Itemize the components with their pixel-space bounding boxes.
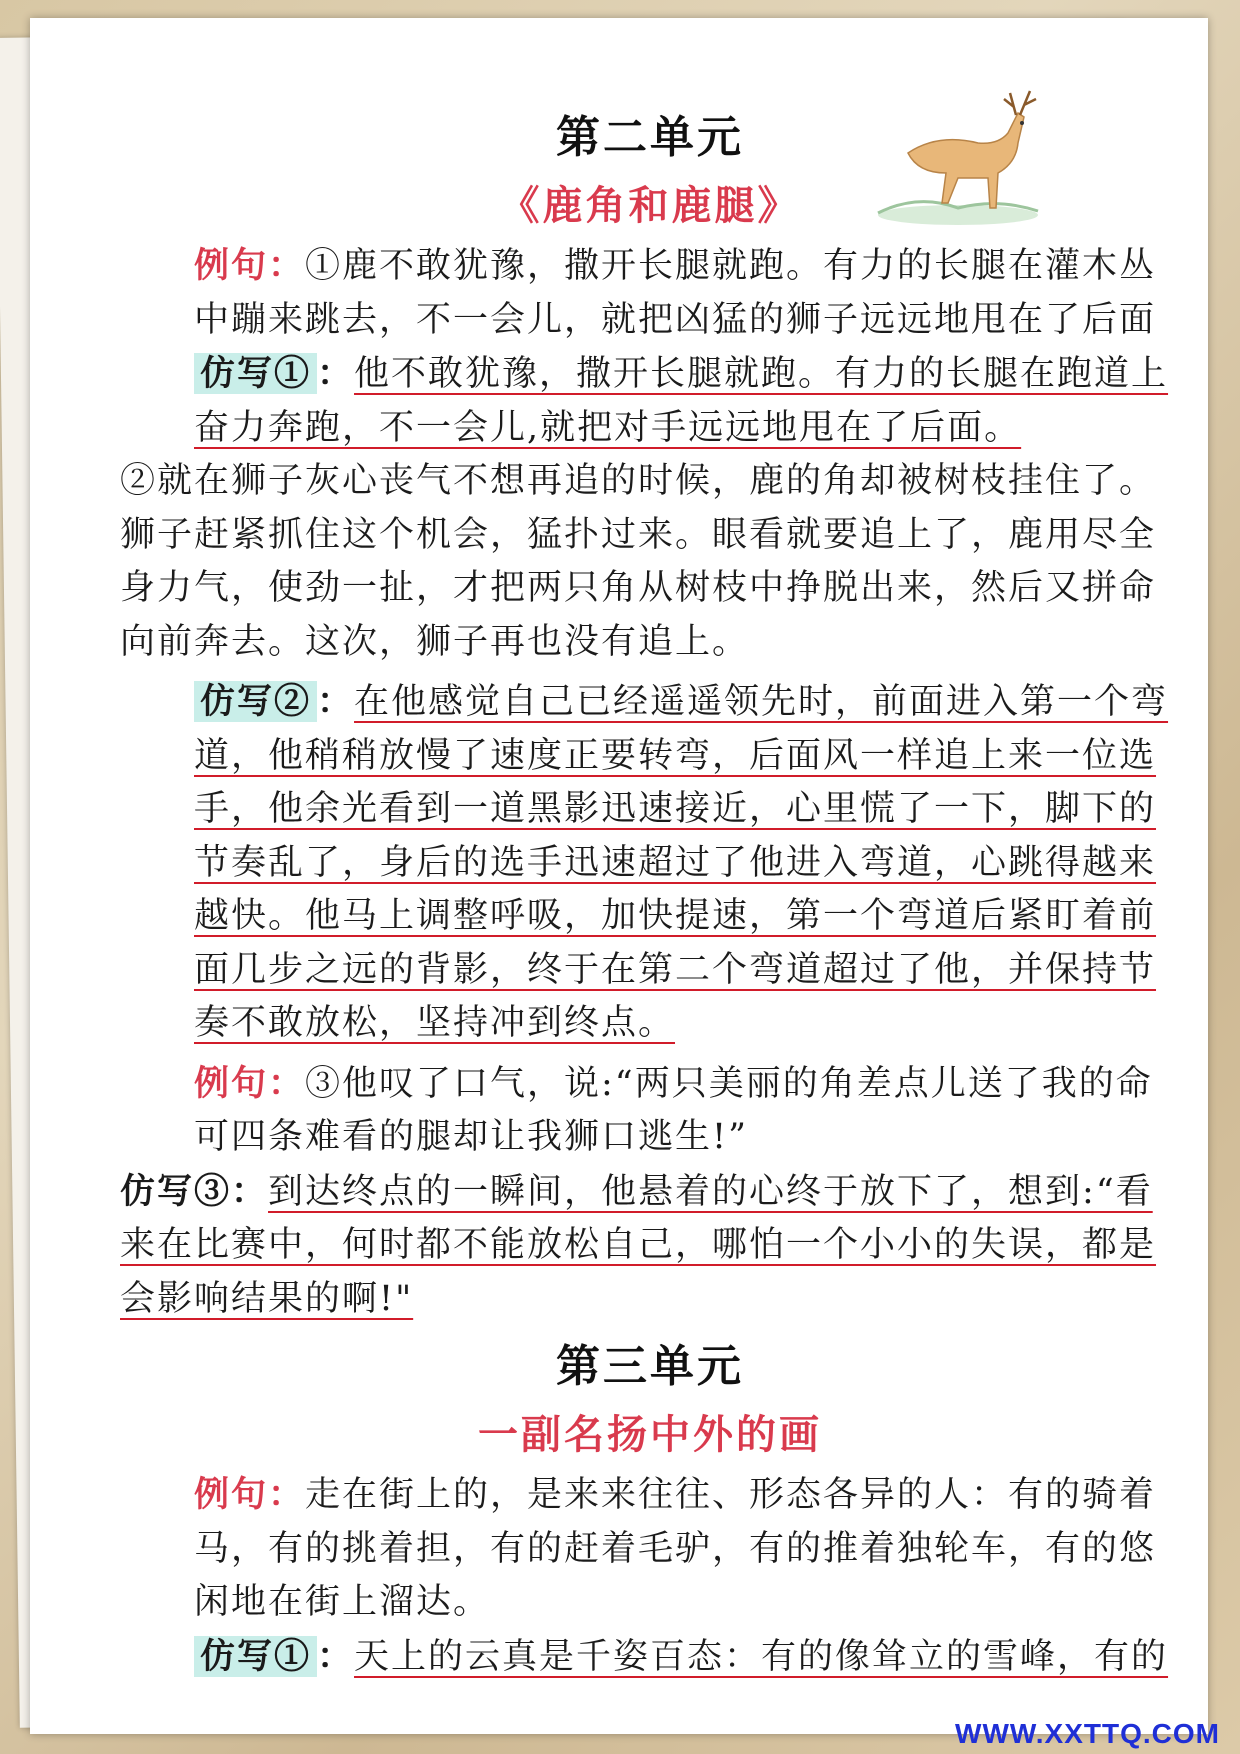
example-sentence-3: [120, 1057, 1180, 1165]
imitation-label: 仿写①: [194, 353, 317, 394]
imitation-1: [120, 1630, 1180, 1685]
document-page: [30, 18, 1208, 1734]
imitation-1: [120, 347, 1180, 455]
imitation-colon: ：: [317, 353, 355, 394]
imitation-label: 仿写②: [194, 681, 317, 722]
example-sentence-2: [120, 455, 1180, 669]
lesson-title: 《鹿角和鹿腿》: [499, 182, 801, 229]
imitation-colon: ：: [317, 1635, 355, 1677]
imitation-text: 在他感觉自己已经遥遥领先时，前面进入第一个弯道，他稍稍放慢了速度正要转弯，后面风一样追上来一位选手，他余光看到一道黑影迅速接近，心里慌了一下，脚下的节奏乱了，身后的选手迅速超过了他进入弯道，心跳得越来越快。他马上调整呼吸，加快提速，第一个弯道后紧盯着前面几步之远的背影，终于在第二个弯道超过了他，并保持节奏不敢放松，坚持冲到终点。: [194, 682, 1169, 1043]
content: [120, 103, 1180, 1684]
example-text: ③他叹了口气，说:“两只美丽的角差点儿送了我的命可四条难看的腿却让我狮口逃生!”: [194, 1063, 1153, 1157]
example-label: 例句：: [194, 1474, 306, 1515]
example-sentence-1: [120, 1468, 1180, 1630]
unit-title: 第三单元: [556, 1341, 744, 1392]
example-text: ①鹿不敢犹豫，撒开长腿就跑。有力的长腿在灌木丛中蹦来跳去，不一会儿，就把凶猛的狮子远远地甩在了后面: [194, 246, 1157, 340]
imitation-label: 仿写③: [120, 1170, 232, 1212]
example-label: 例句：: [194, 245, 306, 286]
unit-title: 第二单元: [556, 112, 744, 163]
imitation-3: [120, 1165, 1180, 1327]
imitation-text: 天上的云真是千姿百态：有的像耸立的雪峰，有的: [354, 1636, 1169, 1677]
imitation-text: 他不敢犹豫，撒开长腿就跑。有力的长腿在跑道上奋力奔跑，不一会儿,就把对手远远地甩在了后面。: [194, 354, 1169, 448]
example-sentence-1: [120, 239, 1180, 347]
imitation-colon: ：: [231, 1170, 269, 1212]
imitation-text: 到达终点的一瞬间，他悬着的心终于放下了，想到:“看来在比赛中，何时都不能放松自己，哪怕一个小小的失误，都是会影响结果的啊!": [120, 1171, 1157, 1319]
example-text: ②就在狮子灰心丧气不想再追的时候，鹿的角却被树枝挂住了。狮子赶紧抓住这个机会，猛扑过来。眼看就要追上了，鹿用尽全身力气，使劲一扯，才把两只角从树枝中挣脱出来，然后又拼命向前奔去。这次，狮子再也没有追上。: [120, 461, 1157, 662]
lesson-title: 一副名扬中外的画: [478, 1411, 822, 1458]
example-label: 例句：: [194, 1062, 306, 1104]
imitation-label: 仿写①: [194, 1636, 317, 1677]
imitation-2: [120, 675, 1180, 1051]
example-text: 走在街上的，是来来往往、形态各异的人：有的骑着马，有的挑着担，有的赶着毛驴，有的推着独轮车，有的悠闲地在街上溜达。: [194, 1475, 1157, 1622]
imitation-colon: ：: [317, 681, 355, 722]
site-watermark: WWW.XXTTQ.COM: [955, 1718, 1220, 1749]
